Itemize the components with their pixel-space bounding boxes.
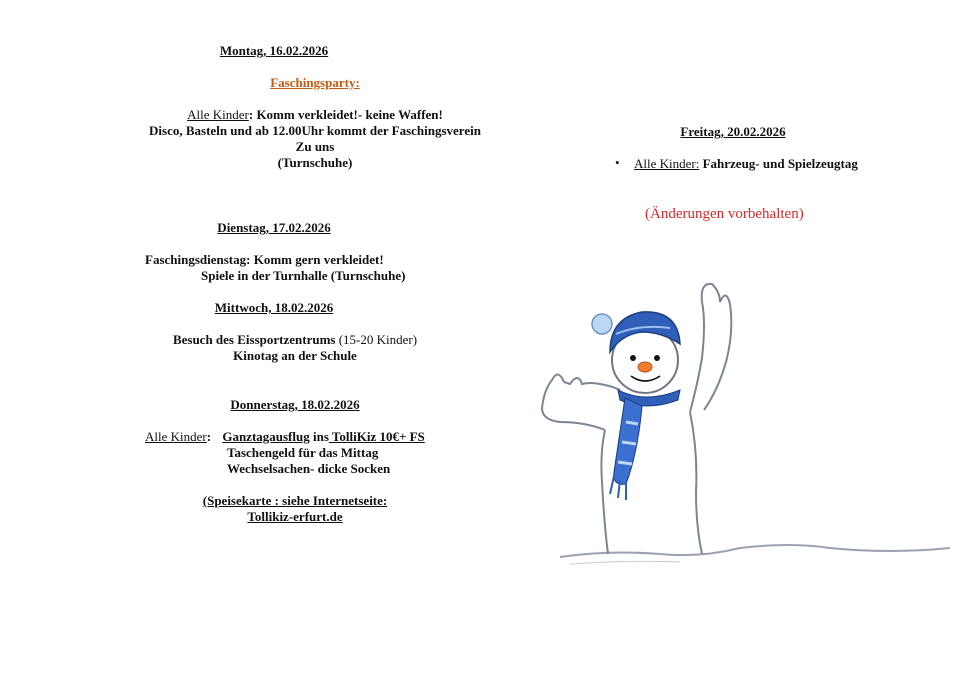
- thursday-line2: Taschengeld für das Mittag: [227, 445, 379, 460]
- friday-bullet: •: [615, 155, 620, 170]
- thursday-date: Donnerstag, 18.02.2026: [230, 397, 360, 412]
- thursday-all-kids-label: Alle Kinder: [145, 429, 207, 444]
- friday-all-kids-label: Alle Kinder:: [634, 156, 700, 171]
- wednesday-group-size: (15-20 Kinder): [335, 332, 418, 347]
- monday-line1-rest: : Komm verkleidet!- keine Waffen!: [248, 107, 443, 122]
- friday-line1: [634, 156, 858, 172]
- thursday-line3: Wechselsachen- dicke Socken: [227, 461, 391, 476]
- thursday-ins: ins: [309, 429, 329, 444]
- monday-all-kids-label: Alle Kinder: [187, 107, 249, 122]
- monday-line2: Disco, Basteln und ab 12.00Uhr kommt der Faschingsverein: [149, 123, 481, 138]
- monday-date: Montag, 16.02.2026: [219, 43, 329, 58]
- thursday-place-price: TolliKiz 10€+ FS: [328, 429, 425, 444]
- tuesday-line1: Faschingsdienstag: Komm gern verkleidet!: [145, 252, 384, 267]
- monday-line3: Zu uns: [295, 139, 335, 154]
- snowman-waving-icon: [530, 272, 950, 592]
- tuesday-date: Dienstag, 17.02.2026: [217, 220, 331, 235]
- monday-line4: (Turnschuhe): [277, 155, 353, 170]
- friday-activity: Fahrzeug- und Spielzeugtag: [699, 156, 858, 171]
- menu-note-line1: (Speisekarte : siehe Internetseite:: [202, 493, 388, 508]
- disclaimer: (Änderungen vorbehalten): [645, 206, 804, 222]
- wednesday-activity: Besuch des Eissportzentrums: [172, 332, 336, 347]
- wednesday-date: Mittwoch, 18.02.2026: [214, 300, 334, 315]
- menu-note-link[interactable]: Tollikiz-erfurt.de: [247, 509, 343, 524]
- friday-date: Freitag, 20.02.2026: [680, 124, 786, 139]
- monday-title: Faschingsparty:: [270, 75, 360, 90]
- wednesday-line1: [173, 332, 417, 348]
- thursday-colon: :: [206, 429, 212, 444]
- thursday-line1: [145, 429, 425, 445]
- thursday-trip: Ganztagausflug: [222, 429, 310, 444]
- tuesday-line2: Spiele in der Turnhalle (Turnschuhe): [201, 268, 406, 283]
- monday-line1: [187, 107, 443, 123]
- wednesday-line2: Kinotag an der Schule: [233, 348, 357, 363]
